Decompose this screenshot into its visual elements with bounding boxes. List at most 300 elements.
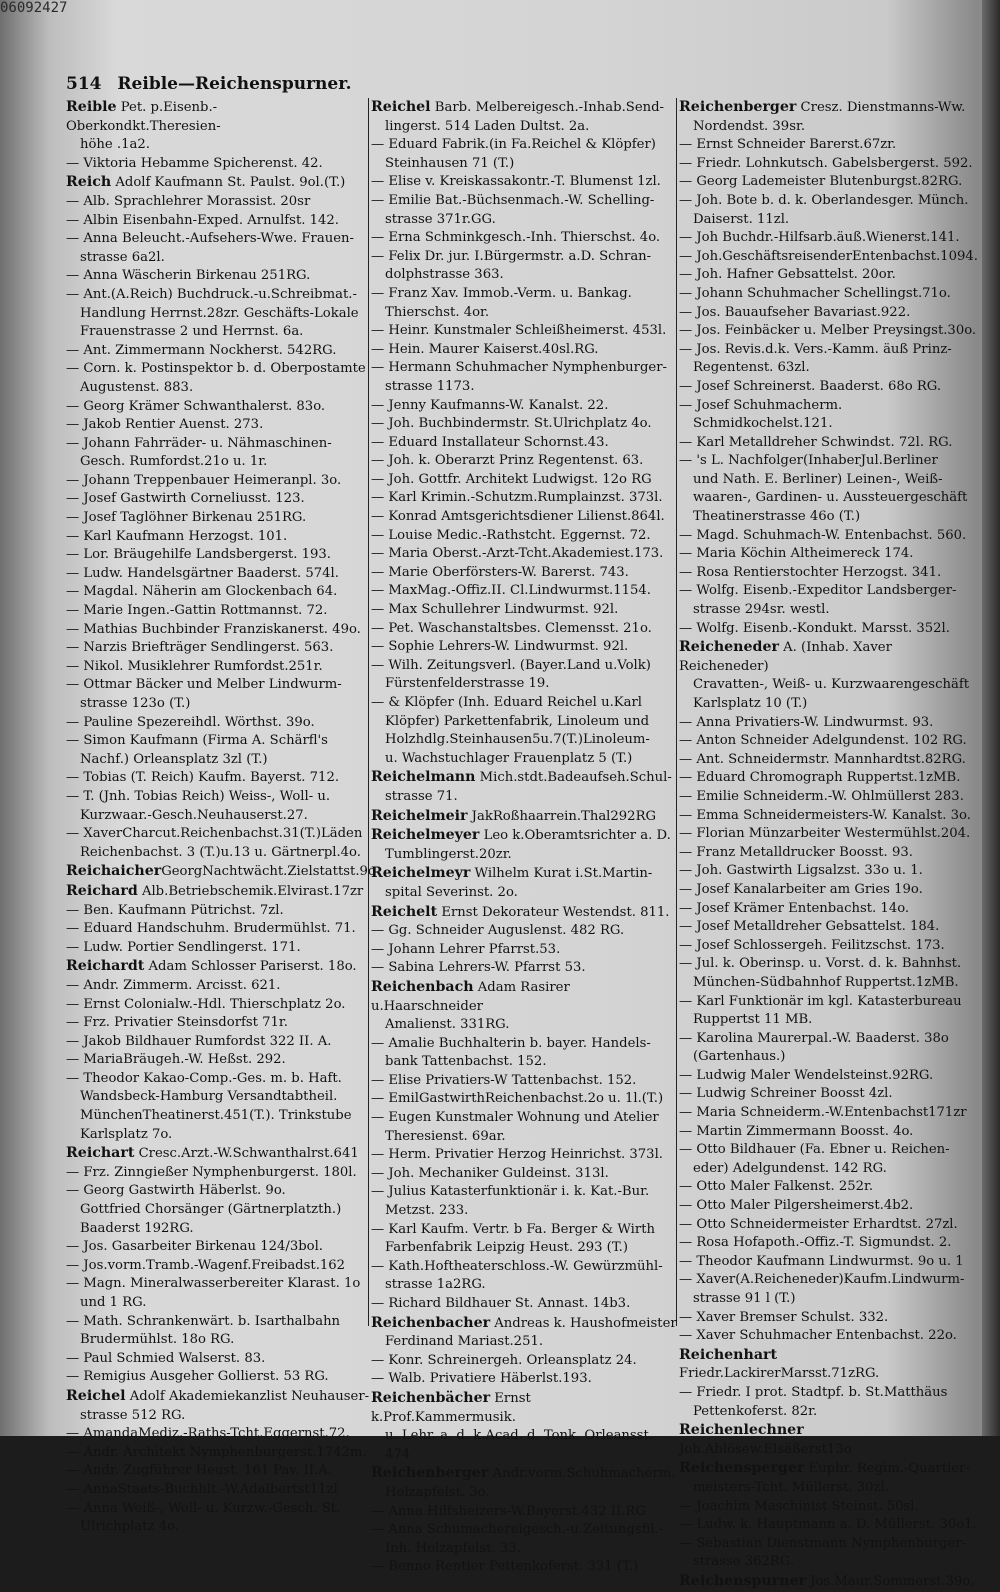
directory-entry xyxy=(66,658,371,677)
entry-text: Cravatten-, Weiß- u. Kurzwaarengeschäft xyxy=(693,677,969,693)
entry-text: — Marie Ingen.-Gattin Rottmannst. 72. xyxy=(66,603,328,619)
surname: Reichart xyxy=(66,1145,135,1162)
running-title: Reible—Reichenspurner. xyxy=(117,74,352,94)
surname: Reichenberger xyxy=(679,99,797,115)
directory-entry xyxy=(66,732,371,751)
entry-text: — Andr. Architekt Nymphenburgerst.1742m. xyxy=(66,1444,367,1460)
entry-text: — Wolfg. Eisenb.-Kondukt. Marsst. 352l. xyxy=(679,620,950,636)
entry-text: — XaverCharcut.Reichenbachst.31(T.)Läden xyxy=(66,826,363,842)
directory-entry xyxy=(66,1182,371,1201)
surname: Reichelt xyxy=(371,903,438,920)
entry-text: Gottfried Chorsänger (Gärtnerplatzth.) xyxy=(80,1202,342,1218)
directory-entry xyxy=(679,266,979,285)
directory-entry xyxy=(66,583,371,602)
entry-continuation xyxy=(371,1540,677,1559)
entry-text: München-Südbahnhof Ruppertst.1zMB. xyxy=(693,974,959,990)
entry-text: Andr.vorm.Schuhmacherm. xyxy=(488,1466,676,1482)
entry-text: — Eduard Handschuhm. Brudermühlst. 71. xyxy=(66,921,356,937)
directory-entry xyxy=(66,1313,371,1332)
entry-continuation xyxy=(66,1088,371,1107)
entry-text: — Anna Beleucht.-Aufsehers-Wwe. Frauen- xyxy=(66,231,354,247)
surname-entry xyxy=(371,98,677,118)
directory-entry xyxy=(371,1183,677,1202)
surname-entry xyxy=(66,173,371,193)
entry-text: — Anna Wäscherin Birkenau 251RG. xyxy=(66,268,311,284)
entry-continuation xyxy=(371,1053,677,1072)
entry-text: Inh. Holzapfelst. 33. xyxy=(385,1540,521,1556)
entry-text: — Josef Taglöhner Birkenau 251RG. xyxy=(66,510,307,526)
entry-text: — Xaver Bremser Schulst. 332. xyxy=(679,1309,889,1325)
directory-entry xyxy=(66,230,371,249)
directory-entry xyxy=(66,1462,371,1481)
directory-entry xyxy=(66,920,371,939)
entry-text: — Kath.Hoftheaterschloss.-W. Gewürzmühl- xyxy=(371,1258,663,1274)
directory-entry xyxy=(679,545,979,564)
directory-entry xyxy=(371,322,677,341)
entry-continuation xyxy=(371,675,677,694)
entry-continuation xyxy=(679,1048,979,1067)
entry-text: — Maria Oberst.-Arzt-Tcht.Akademiest.173. xyxy=(371,546,664,562)
directory-entry xyxy=(371,173,677,192)
surname-entry xyxy=(371,826,677,846)
surname: Reicheneder xyxy=(679,639,779,656)
directory-entry xyxy=(679,714,979,733)
directory-entry xyxy=(679,993,979,1012)
directory-entry xyxy=(66,676,371,695)
entry-continuation xyxy=(371,1128,677,1147)
entry-text: — Albin Eisenbahn-Exped. Arnulfst. 142. xyxy=(66,212,339,228)
entry-text: — Rosa Rentierstochter Herzogst. 341. xyxy=(679,564,942,580)
directory-entry xyxy=(679,285,979,304)
entry-text: JakRoßhaarrein.Thal292RG xyxy=(467,808,657,824)
surname: Reichenbächer xyxy=(371,1389,491,1406)
entry-text: — Otto Schneidermeister Erhardtst. 27zl. xyxy=(679,1216,958,1232)
entry-text: — Gg. Schneider Auguslenst. 482 RG. xyxy=(371,923,625,939)
entry-text: — Jos. Feinbäcker u. Melber Preysingst.30o. xyxy=(679,323,977,339)
entry-text: — Xaver(A.Reicheneder)Kaufm.Lindwurm- xyxy=(679,1272,965,1288)
directory-entry xyxy=(371,638,677,657)
entry-text: — AnnaStaats-Buchhlt.-W.Adalbertst11zl xyxy=(66,1481,338,1497)
surname: Reich xyxy=(66,174,112,191)
book-edge xyxy=(982,0,1000,1436)
entry-text: — Emilie Bat.-Büchsenmach.-W. Schelling- xyxy=(371,192,655,208)
directory-entry xyxy=(371,1165,677,1184)
entry-text: — EmilGastwirthReichenbachst.2o u. 1l.(T.) xyxy=(371,1091,664,1107)
entry-continuation xyxy=(66,807,371,826)
surname-entry xyxy=(679,1459,979,1479)
surname: Reible xyxy=(66,99,117,115)
entry-text: Ferdinand Mariast.251. xyxy=(385,1334,544,1350)
entry-text: Mich.stdt.Badeaufseh.Schul- xyxy=(475,770,672,786)
directory-entry xyxy=(371,1521,677,1540)
directory-entry xyxy=(679,1234,979,1253)
directory-entry xyxy=(371,694,677,713)
directory-entry xyxy=(66,360,371,379)
entry-text: — Joh. Mechaniker Guldeinst. 313l. xyxy=(371,1165,609,1181)
entry-text: spital Severinst. 2o. xyxy=(385,884,518,900)
directory-entry xyxy=(371,1258,677,1277)
entry-text: — Jakob Rentier Auenst. 273. xyxy=(66,417,264,433)
entry-continuation xyxy=(679,676,979,695)
entry-continuation xyxy=(66,1220,371,1239)
entry-continuation xyxy=(66,453,371,472)
directory-entry xyxy=(66,1164,371,1183)
entry-text: — Magn. Mineralwasserbereiter Klarast. 1o xyxy=(66,1276,361,1292)
directory-entry xyxy=(371,359,677,378)
directory-entry xyxy=(66,639,371,658)
entry-text: Alb.Betriebschemik.Elvirast.17zr xyxy=(137,883,364,899)
entry-continuation xyxy=(66,305,371,324)
directory-entry xyxy=(66,565,371,584)
entry-continuation xyxy=(679,489,979,508)
entry-continuation xyxy=(371,788,677,807)
directory-entry xyxy=(679,322,979,341)
surname-entry xyxy=(679,1421,979,1459)
entry-text: A. (Inhab. Xaver Reicheneder) xyxy=(679,640,897,674)
entry-continuation xyxy=(371,1239,677,1258)
entry-text: — Karl Funktionär im kgl. Katasterbureau xyxy=(679,993,962,1009)
entry-continuation xyxy=(66,379,371,398)
directory-entry xyxy=(66,1425,371,1444)
directory-entry xyxy=(66,714,371,733)
entry-continuation xyxy=(679,695,979,714)
entry-continuation xyxy=(679,1403,979,1422)
directory-entry xyxy=(66,267,371,286)
entry-text: u. Lehr. a. d. k.Acad. d. Tonk. Orleansst. 474 xyxy=(385,1428,658,1462)
entry-text: — Maria Köchin Altheimereck 174. xyxy=(679,546,914,562)
entry-text: strasse 91 l (T.) xyxy=(693,1291,796,1306)
surname-entry xyxy=(66,98,371,136)
directory-entry xyxy=(679,1253,979,1272)
directory-entry xyxy=(371,1558,677,1577)
entry-continuation xyxy=(679,471,979,490)
entry-text: — Johann Fahrräder- u. Nähmaschinen- xyxy=(66,435,332,451)
entry-text: — Jakob Bildhauer Rumfordst 322 II. A. xyxy=(66,1033,332,1049)
entry-continuation xyxy=(371,211,677,230)
directory-entry xyxy=(66,939,371,958)
surname: Reichenspurner xyxy=(679,1572,807,1589)
directory-entry xyxy=(679,1178,979,1197)
directory-entry xyxy=(371,508,677,527)
entry-continuation xyxy=(679,1553,979,1572)
entry-text: — Erna Schminkgesch.-Inh. Thierschst. 4o. xyxy=(371,230,661,246)
entry-text: bank Tattenbachst. 152. xyxy=(385,1054,547,1070)
surname: Reichaicher xyxy=(66,863,162,880)
entry-text: — Theodor Kaufmann Lindwurmst. 9o u. 1 xyxy=(679,1253,964,1269)
entry-text: — Johann Schuhmacher Schellingst.71o. xyxy=(679,285,951,301)
entry-text: Baaderst 192RG. xyxy=(80,1220,194,1236)
directory-entry xyxy=(371,1035,677,1054)
directory-entry xyxy=(371,136,677,155)
directory-entry xyxy=(371,397,677,416)
directory-entry xyxy=(679,378,979,397)
directory-entry xyxy=(371,229,677,248)
entry-continuation xyxy=(66,1126,371,1145)
entry-text: Euphr. Regim.-Quartier- xyxy=(804,1461,970,1477)
entry-continuation xyxy=(371,118,677,137)
entry-text: — Josef Krämer Entenbachst. 14o. xyxy=(679,900,910,916)
entry-text: — Joh. Buchbindermstr. St.Ulrichplatz 4o. xyxy=(371,416,652,432)
entry-text: meisters-Tcht. Müllerst. 30zl. xyxy=(693,1479,889,1495)
entry-text: — Wolfg. Eisenb.-Expeditor Landsberger- xyxy=(679,583,957,599)
directory-entry xyxy=(371,601,677,620)
entry-text: — Johann Lehrer Pfarrst.53. xyxy=(371,941,561,957)
directory-entry xyxy=(679,862,979,881)
entry-text: — Ludw. k. Hauptmann a. D. Müllerst. 30o1. xyxy=(679,1517,977,1533)
directory-entry xyxy=(679,1498,979,1517)
directory-entry xyxy=(371,1370,677,1389)
directory-entry xyxy=(66,546,371,565)
entry-text: GeorgNachtwächt.Zielstattst.9o xyxy=(161,864,376,880)
directory-entry xyxy=(371,1295,677,1314)
directory-entry xyxy=(66,1481,371,1500)
entry-text: — Joachim Maschinist Steinst. 50sl. xyxy=(679,1498,919,1514)
entry-text: — Karl Metalldreher Schwindst. 72l. RG. xyxy=(679,434,953,450)
directory-entry xyxy=(371,959,677,978)
entry-text: Farbenfabrik Leipzig Heust. 293 (T.) xyxy=(385,1240,629,1256)
directory-column-1 xyxy=(66,98,376,1537)
entry-text: Metzst. 233. xyxy=(385,1203,469,1219)
directory-entry xyxy=(679,937,979,956)
entry-text: Cresz. Dienstmanns-Ww. xyxy=(796,100,966,115)
entry-text: — Elise Privatiers-W Tattenbachst. 152. xyxy=(371,1072,637,1088)
entry-text: — Friedr. Lohnkutsch. Gabelsbergerst. 592. xyxy=(679,155,973,171)
entry-text: — Karl Kaufmann Herzogst. 101. xyxy=(66,528,288,544)
entry-text: Wandsbeck-Hamburg Versandtabtheil. xyxy=(80,1089,338,1105)
entry-text: — Felix Dr. jur. I.Bürgermstr. a.D. Schran- xyxy=(371,248,652,264)
entry-text: — Joh. Gottfr. Architekt Ludwigst. 12o RG xyxy=(371,471,652,487)
surname-entry xyxy=(66,1144,371,1164)
entry-text: — Martin Zimmermann Boosst. 4o. xyxy=(679,1123,914,1139)
entry-text: Holzapfelst. 3o. xyxy=(385,1484,490,1500)
entry-text: Pettenkoferst. 82r. xyxy=(693,1403,818,1419)
entry-text: — Eduard Chromograph Ruppertst.1zMB. xyxy=(679,770,961,786)
surname-entry xyxy=(371,1314,677,1334)
entry-text: — Anna Privatiers-W. Lindwurmst. 93. xyxy=(679,714,934,730)
directory-column-2 xyxy=(371,98,677,1577)
entry-text: — Remigius Ausgeher Gollierst. 53 RG. xyxy=(66,1369,329,1385)
entry-text: strasse 362RG. xyxy=(693,1554,795,1570)
entry-text: — Otto Maler Pilgersheimerst.4b2. xyxy=(679,1198,914,1214)
entry-text: — Emma Schneidermeisters-W. Kanalst. 3o. xyxy=(679,807,971,823)
directory-entry xyxy=(371,489,677,508)
entry-text: — 's L. Nachfolger(InhaberJul.Berliner xyxy=(679,453,938,469)
surname-entry xyxy=(371,864,677,884)
directory-entry xyxy=(371,434,677,453)
directory-entry xyxy=(66,155,371,174)
entry-text: — Magd. Schuhmach-W. Entenbachst. 560. xyxy=(679,527,967,543)
entry-text: — Konr. Schreinergeh. Orleansplatz 24. xyxy=(371,1352,637,1368)
entry-text: Nachf.) Orleansplatz 3zl (T.) xyxy=(80,751,268,767)
entry-text: — Franz Xav. Immob.-Verm. u. Bankag. xyxy=(371,285,632,301)
entry-continuation xyxy=(679,1479,979,1498)
entry-text: — Tobias (T. Reich) Kaufm. Bayerst. 712. xyxy=(66,770,340,786)
directory-entry xyxy=(679,229,979,248)
entry-continuation xyxy=(66,323,371,342)
entry-text: Cresc.Arzt.-W.Schwanthalrst.641 xyxy=(134,1146,359,1162)
entry-text: — Otto Maler Falkenst. 252r. xyxy=(679,1179,874,1195)
entry-continuation xyxy=(371,1484,677,1503)
directory-entry xyxy=(66,769,371,788)
entry-text: — Hein. Maurer Kaiserst.40sl.RG. xyxy=(371,341,599,357)
directory-entry xyxy=(66,435,371,454)
directory-entry xyxy=(679,527,979,546)
entry-text: Ernst Dekorateur Westendst. 811. xyxy=(437,904,670,920)
directory-entry xyxy=(679,620,979,639)
entry-continuation xyxy=(679,118,979,137)
entry-text: — AmandaMediz.-Raths-Tcht.Eggernst.72. xyxy=(66,1426,350,1442)
entry-text: — Corn. k. Postinspektor b. d. Oberpostamte xyxy=(66,361,366,377)
entry-text: und Nath. E. Berliner) Leinen-, Weiß- xyxy=(693,471,943,487)
directory-entry xyxy=(371,452,677,471)
entry-continuation xyxy=(66,695,371,714)
entry-text: Klöpfer) Parkettenfabrik, Linoleum und xyxy=(385,713,650,729)
directory-entry xyxy=(679,1384,979,1403)
entry-continuation xyxy=(679,974,979,993)
entry-text: — Xaver Schuhmacher Entenbachst. 22o. xyxy=(679,1328,957,1344)
entry-text: Jos.Maur.Sommerst.39o. xyxy=(806,1573,975,1589)
entry-text: — Theodor Kakao-Comp.-Ges. m. b. Haft. xyxy=(66,1070,342,1086)
directory-entry xyxy=(679,1271,979,1290)
entry-text: — Josef Schlossergeh. Feilitzschst. 173. xyxy=(679,937,945,953)
entry-text: Steinhausen 71 (T.) xyxy=(385,155,515,171)
entry-text: — Eduard Fabrik.(in Fa.Reichel & Klöpfer) xyxy=(371,137,656,153)
entry-text: Fürstenfelderstrasse 19. xyxy=(385,676,550,692)
entry-text: — Ant. Zimmermann Nockherst. 542RG. xyxy=(66,342,337,358)
entry-text: — Emilie Schneiderm.-W. Ohlmüllerst 283. xyxy=(679,788,964,804)
directory-entry xyxy=(679,173,979,192)
directory-entry xyxy=(66,212,371,231)
entry-text: Holzhdlg.Steinhausen5u.7(T.)Linoleum- xyxy=(385,732,650,748)
entry-text: — Georg Gastwirth Häberlst. 9o. xyxy=(66,1183,286,1199)
entry-text: — Georg Lademeister Blutenburgst.82RG. xyxy=(679,174,963,190)
entry-text: dolphstrasse 363. xyxy=(385,267,504,283)
entry-continuation xyxy=(371,884,677,903)
directory-entry xyxy=(371,285,677,304)
directory-entry xyxy=(66,788,371,807)
entry-continuation xyxy=(371,266,677,285)
directory-entry xyxy=(371,192,677,211)
directory-entry xyxy=(66,1238,371,1257)
entry-continuation xyxy=(371,1276,677,1295)
surname-entry xyxy=(679,98,979,118)
directory-entry xyxy=(679,881,979,900)
directory-entry xyxy=(66,1051,371,1070)
directory-entry xyxy=(371,582,677,601)
entry-text: — Amalie Buchhalterin b. bayer. Handels- xyxy=(371,1035,651,1051)
directory-entry xyxy=(66,490,371,509)
entry-text: — Jul. k. Oberinsp. u. Vorst. d. k. Bahnhst. xyxy=(679,956,962,972)
entry-text: — Richard Bildhauer St. Annast. 14b3. xyxy=(371,1296,631,1311)
directory-entry xyxy=(679,955,979,974)
entry-text: — Otto Bildhauer (Fa. Ebner u. Reichen- xyxy=(679,1142,950,1158)
entry-text: — Josef Schreinerst. Baaderst. 68o RG. xyxy=(679,378,942,394)
entry-text: — Joh Buchdr.-Hilfsarb.äuß.Wienerst.141. xyxy=(679,230,960,246)
surname: Reichenlechner xyxy=(679,1422,804,1439)
entry-text: — Ludwig Schreiner Boosst 4zl. xyxy=(679,1086,893,1102)
entry-text: — Johann Treppenbauer Heimeranpl. 3o. xyxy=(66,472,342,488)
entry-text: — Ludw. Portier Sendlingerst. 171. xyxy=(66,939,301,955)
directory-entry xyxy=(66,825,371,844)
entry-text: Adolf Akademiekanzlist Neuhauser- xyxy=(125,1388,370,1404)
entry-continuation xyxy=(679,359,979,378)
entry-text: strasse 1a2RG. xyxy=(385,1277,486,1293)
entry-text: — Anna Hilfsheizers-W.Bayerst.432 II.RG xyxy=(371,1503,646,1519)
entry-text: Brudermühlst. 18o RG. xyxy=(80,1332,235,1348)
directory-entry xyxy=(371,1503,677,1522)
entry-text: Adam Rasirer u.Haarschneider xyxy=(371,979,574,1014)
directory-entry xyxy=(679,155,979,174)
surname: Reichel xyxy=(371,99,431,115)
surname-entry xyxy=(371,807,677,827)
surname: Reichelmeir xyxy=(371,807,468,824)
entry-text: — Ernst Colonialw.-Hdl. Thierschplatz 2o. xyxy=(66,996,346,1012)
surname: Reichardt xyxy=(66,958,145,975)
entry-text: — Benno Rentier Pettenkoferst. 331 (T.) xyxy=(371,1559,639,1575)
directory-entry xyxy=(371,471,677,490)
directory-entry xyxy=(371,1109,677,1128)
entry-continuation xyxy=(679,508,979,527)
directory-entry xyxy=(371,1352,677,1371)
entry-continuation xyxy=(679,1290,979,1309)
entry-continuation xyxy=(371,750,677,769)
directory-entry xyxy=(679,1197,979,1216)
directory-entry xyxy=(679,341,979,360)
entry-text: waaren-, Gardinen- u. Aussteuergeschäft xyxy=(693,490,968,506)
entry-text: — Alb. Sprachlehrer Morassist. 20sr xyxy=(66,193,311,209)
directory-entry xyxy=(66,1350,371,1369)
entry-text: strasse 71. xyxy=(385,788,458,804)
directory-entry xyxy=(66,1070,371,1089)
entry-text: — Konrad Amtsgerichtsdiener Lilienst.864l. xyxy=(371,509,665,525)
entry-text: — Elise v. Kreiskassakontr.-T. Blumenst 1zl. xyxy=(371,174,661,190)
surname-entry xyxy=(371,1389,677,1427)
entry-text: — Frz. Privatier Steinsdorfst 71r. xyxy=(66,1015,288,1031)
entry-text: — Ottmar Bäcker und Melber Lindwurm- xyxy=(66,677,342,693)
entry-continuation xyxy=(66,1518,371,1537)
directory-entry xyxy=(679,1309,979,1328)
entry-text: — Josef Metalldreher Gebsattelst. 184. xyxy=(679,919,940,935)
directory-entry xyxy=(679,825,979,844)
surname-entry xyxy=(371,768,677,788)
entry-text: und 1 RG. xyxy=(80,1295,147,1310)
directory-entry xyxy=(66,1368,371,1387)
directory-entry xyxy=(679,136,979,155)
directory-entry xyxy=(66,1014,371,1033)
entry-text: — Joh. k. Oberarzt Prinz Regentenst. 63. xyxy=(371,453,644,469)
directory-entry xyxy=(679,1123,979,1142)
directory-entry xyxy=(66,1257,371,1276)
entry-text: Nordendst. 39sr. xyxy=(693,118,806,134)
entry-text: Theatinerstrasse 46o (T.) xyxy=(693,509,861,525)
entry-text: — Jos. Revis.d.k. Vers.-Kamm. äuß Prinz- xyxy=(679,341,952,357)
entry-text: — Jos.vorm.Tramb.-Wagenf.Freibadst.162 xyxy=(66,1257,346,1273)
entry-text: Karlsplatz 10 (T.) xyxy=(693,696,808,711)
entry-continuation xyxy=(371,846,677,865)
entry-text: — MaxMag.-Offiz.II. Cl.Lindwurmst.1154. xyxy=(371,583,651,599)
entry-text: strasse 512 RG. xyxy=(80,1407,186,1423)
directory-entry xyxy=(679,1104,979,1123)
entry-text: — Joh. Bote b. d. k. Oberlandesger. Münch. xyxy=(679,192,969,208)
entry-text: — Joh. Gastwirth Ligsalzst. 33o u. 1. xyxy=(679,863,923,879)
directory-entry xyxy=(66,193,371,212)
entry-text: — Sebastian Dienstmann Nymphenburger- xyxy=(679,1535,967,1551)
directory-entry xyxy=(371,941,677,960)
entry-text: — Jenny Kaufmanns-W. Kanalst. 22. xyxy=(371,397,609,413)
entry-text: — Friedr. I prot. Stadtpf. b. St.Matthäus xyxy=(679,1384,948,1400)
entry-continuation xyxy=(679,1160,979,1179)
entry-text: u. Wachstuchlager Frauenplatz 5 (T.) xyxy=(385,750,633,766)
